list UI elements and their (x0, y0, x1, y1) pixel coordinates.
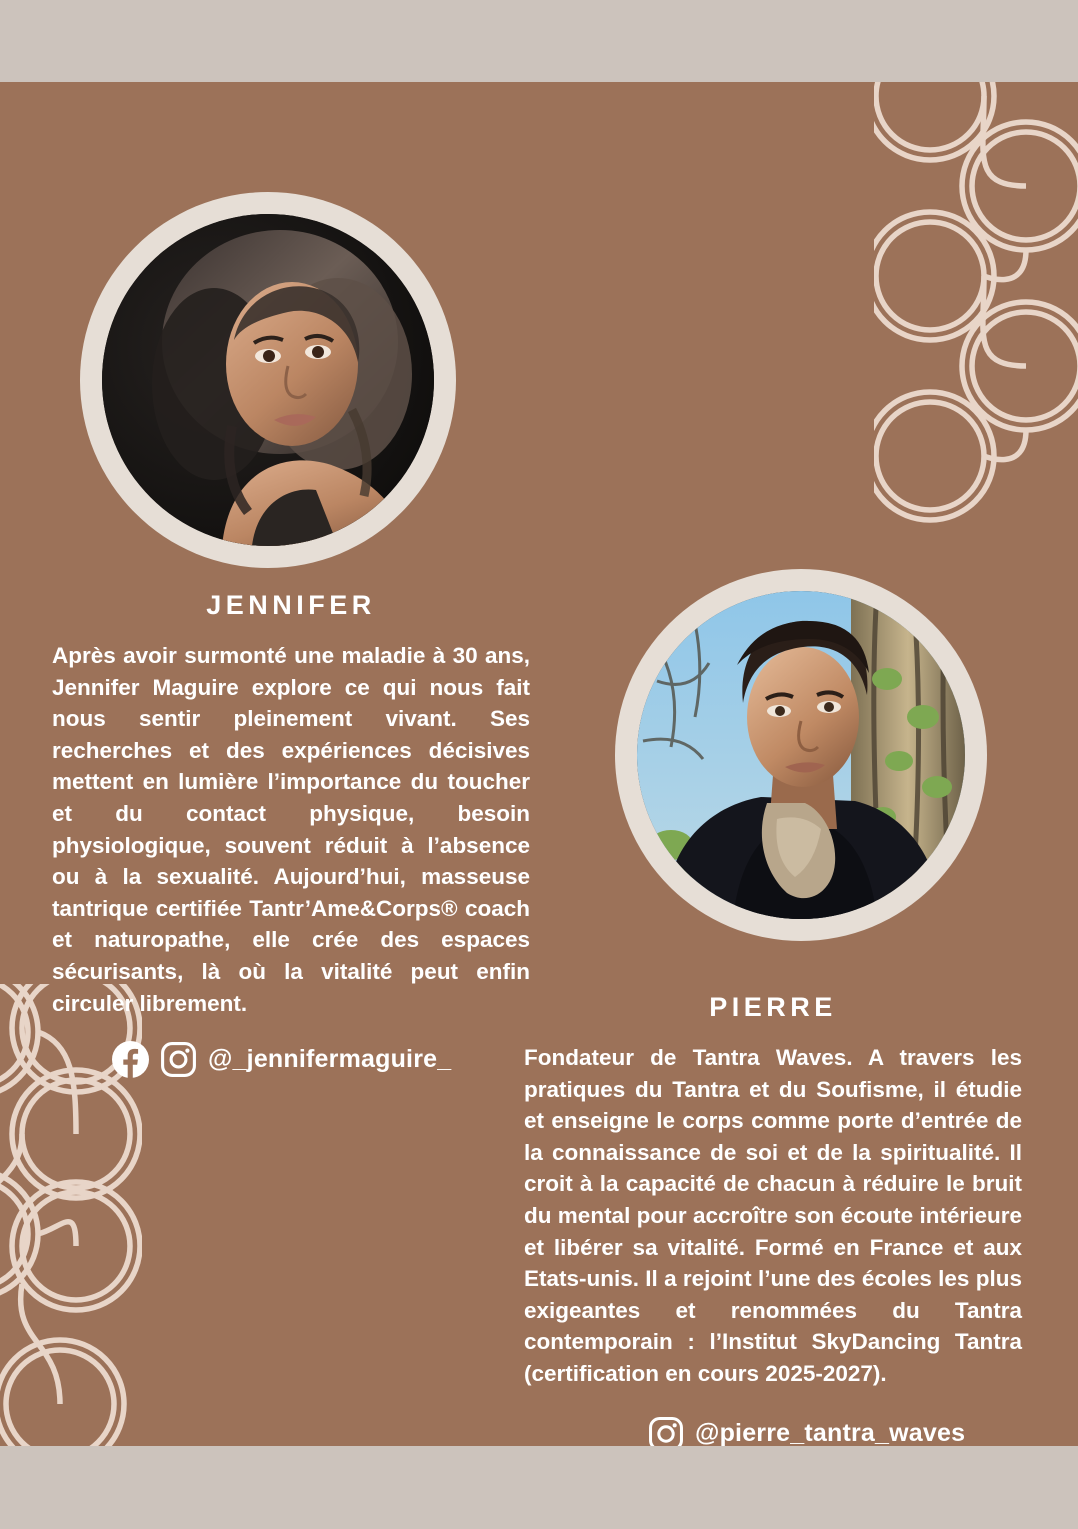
instagram-icon[interactable] (160, 1041, 197, 1078)
pierre-profile-block (524, 992, 1022, 1446)
pierre-handle[interactable]: @pierre_tantra_waves (695, 1419, 966, 1446)
decorative-circle-pattern-top-right (874, 82, 1078, 524)
jennifer-portrait-image (102, 214, 434, 546)
jennifer-social-row[interactable] (52, 1041, 530, 1078)
jennifer-bio: Après avoir surmonté une maladie à 30 ans, Jennifer Maguire explore ce qui nous fait nous sentir pleinement vivant. Ses recherches et des expériences décisives mettent en lumière l’importance du toucher et du contact physique, besoin physiologique, souvent réduit à l’absence ou à la sexualité. Aujourd’hui, masseuse tantrique certifiée Tantr’Ame&Corps® coach et naturopathe, elle crée des espaces sécurisants, là où la vitalité peut enfin circuler librement. (52, 643, 530, 1016)
pierre-bio: Fondateur de Tantra Waves. A travers les pratiques du Tantra et du Soufisme, il étudie et enseigne le corps comme porte d’entrée de la connaissance de soi et de la spiritualité. Il croit à la capacité de chacun à réduire le bruit du mental pour accroître son écoute intérieure et libérer sa vitalité. Formé en France et aux Etats-unis. Il a rejoint l’une des écoles les plus exigeantes et renommées du Tantra contemporain : l’Institut SkyDancing Tantra (certification en cours 2025-2027). (524, 1045, 1022, 1386)
pierre-portrait-image (637, 591, 965, 919)
jennifer-profile-block (52, 590, 530, 1078)
jennifer-handle[interactable]: @_jennifermaguire_ (208, 1045, 452, 1074)
pierre-name: PIERRE (709, 992, 837, 1022)
pierre-portrait (615, 569, 987, 941)
pierre-social-row[interactable] (524, 1416, 1022, 1446)
main-brown-panel (0, 82, 1078, 1446)
jennifer-portrait (80, 192, 456, 568)
jennifer-name: JENNIFER (206, 590, 376, 620)
instagram-icon[interactable] (648, 1416, 684, 1446)
facebook-icon[interactable] (112, 1041, 149, 1078)
